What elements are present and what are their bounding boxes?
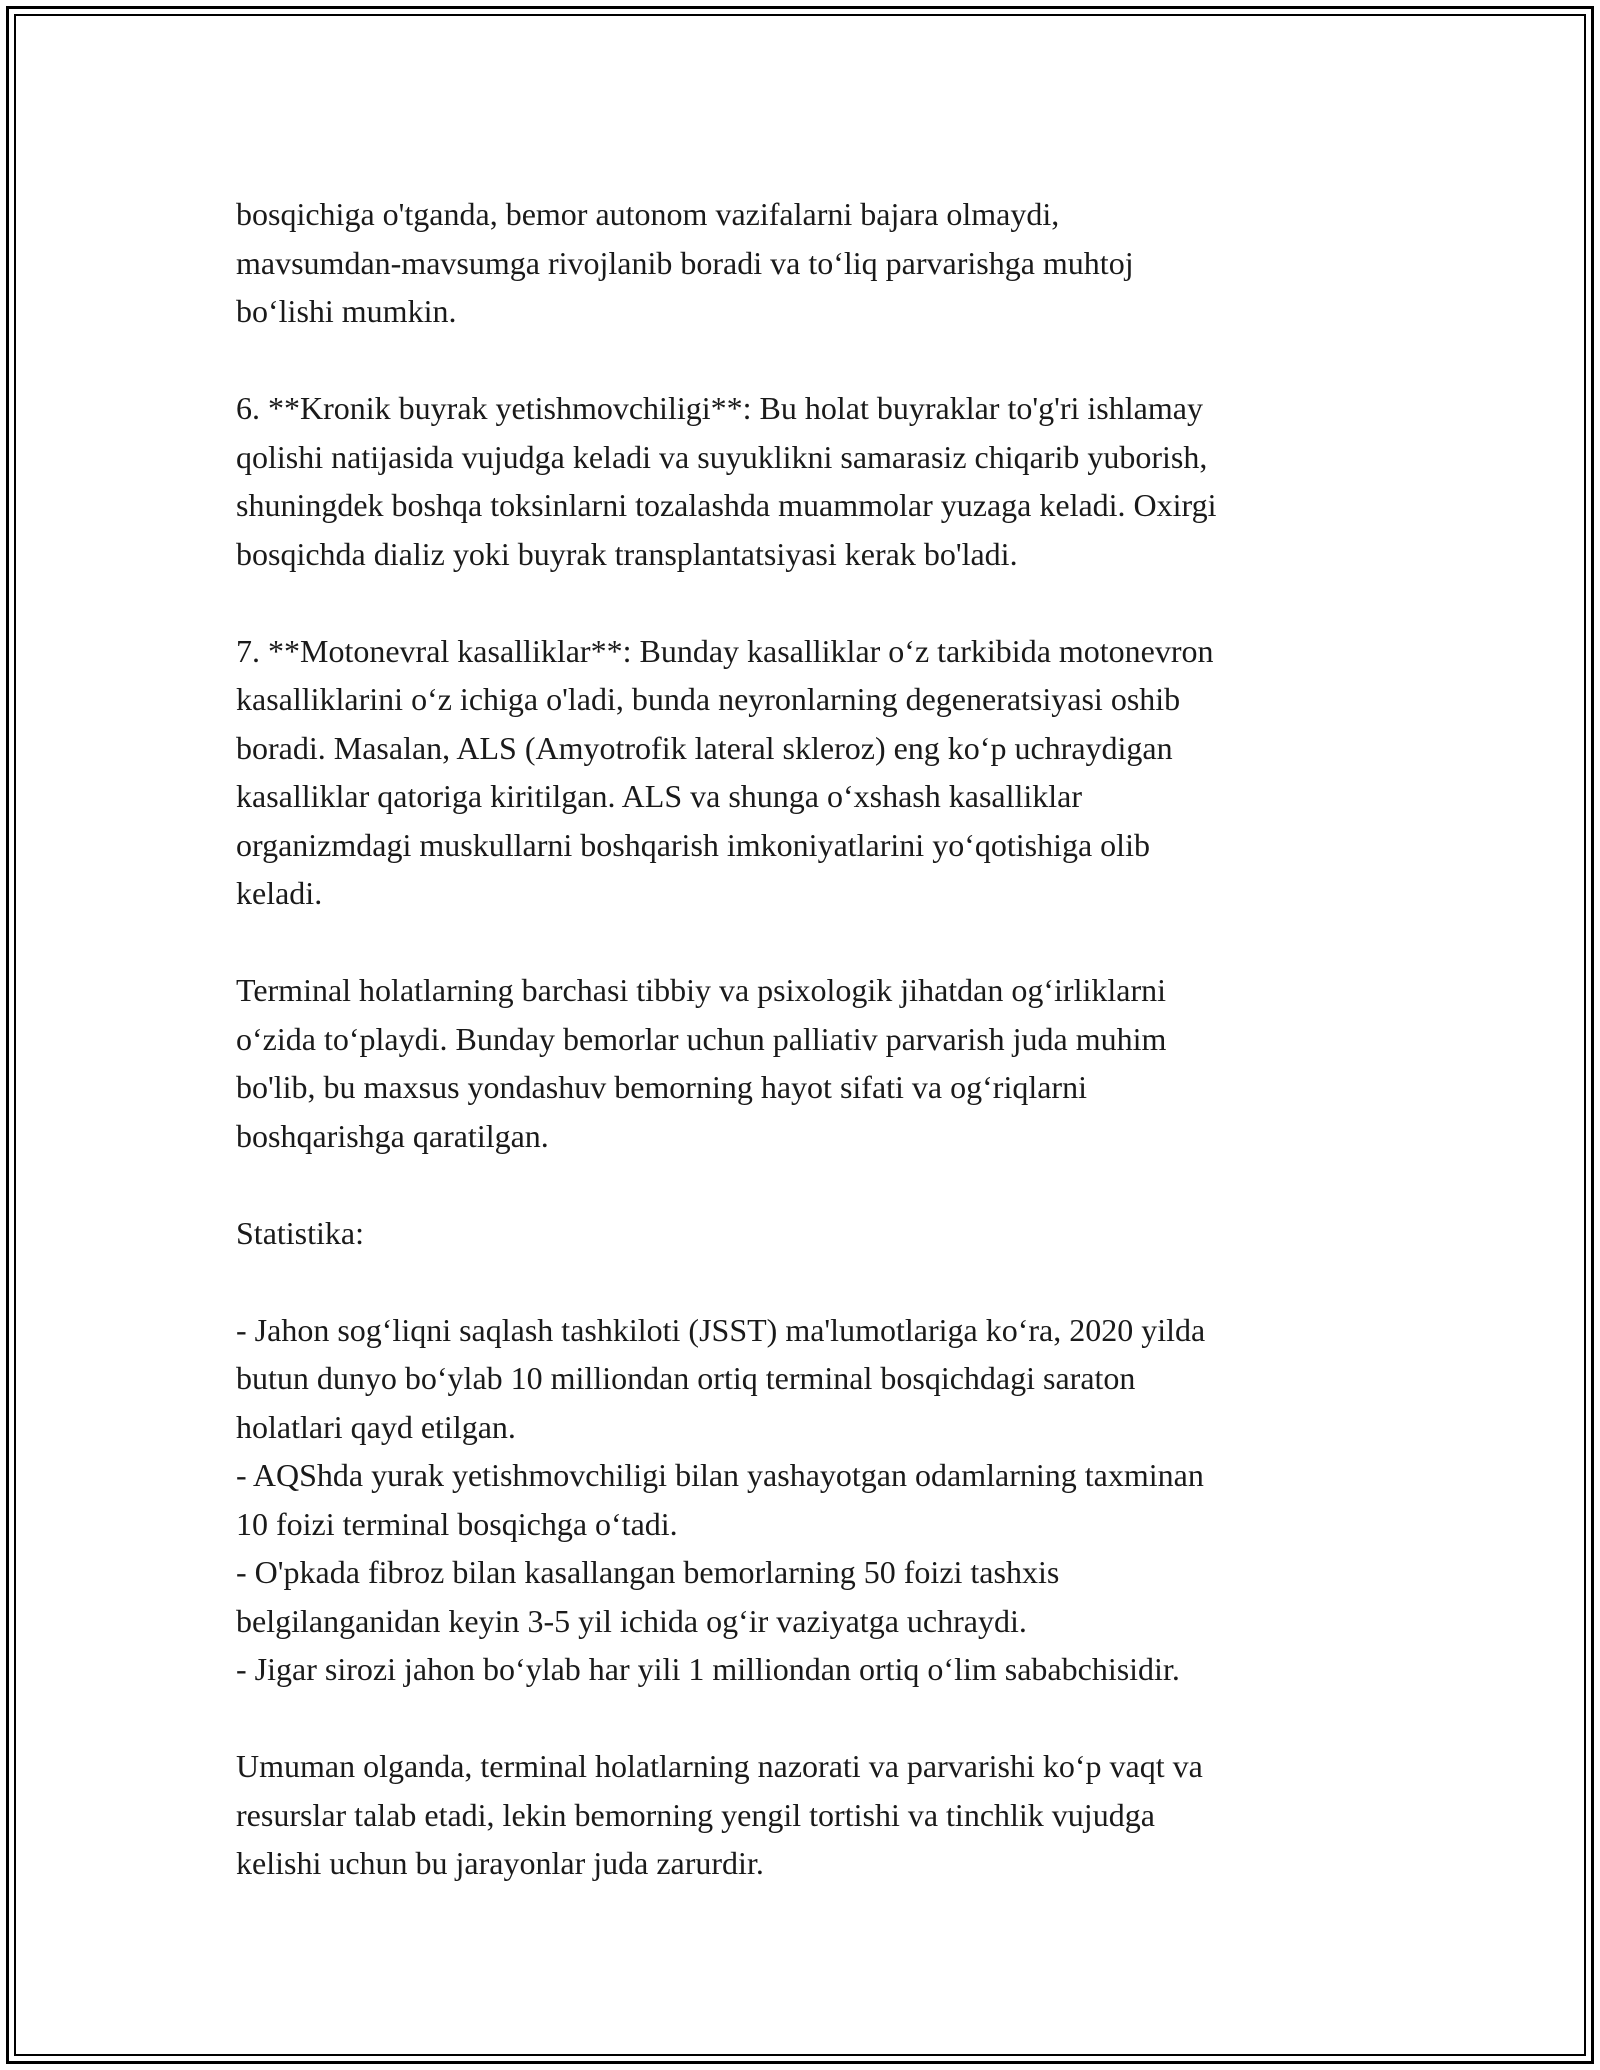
statistics-heading bbox=[236, 1209, 1416, 1258]
text-line: bo'lib, bu maxsus yondashuv bemorning hayot sifati va og‘riqlarni bbox=[236, 1069, 1087, 1105]
text-line: kasalliklarini o‘z ichiga o'ladi, bunda neyronlarning degeneratsiyasi oshib bbox=[236, 681, 1181, 717]
text-line: bosqichda dializ yoki buyrak transplantatsiyasi kerak bo'ladi. bbox=[236, 535, 1018, 572]
list-item-line: - Jahon sog‘liqni saqlash tashkiloti (JSST) ma'lumotlariga ko‘ra, 2020 yilda bbox=[236, 1311, 1206, 1348]
text-line: kasalliklar qatoriga kiritilgan. ALS va shunga o‘xshash kasalliklar bbox=[236, 778, 1083, 814]
text-line: 7. **Motonevral kasalliklar**: Bunday kasalliklar o‘z tarkibida motonevron bbox=[236, 632, 1214, 669]
text-line: boshqarishga qaratilgan. bbox=[236, 1117, 549, 1154]
text-line: shuningdek boshqa toksinlarni tozalashda muammolar yuzaga keladi. Oxirgi bbox=[236, 487, 1217, 523]
text-line: keladi. bbox=[236, 875, 323, 911]
list-item-line: belgilanganidan keyin 3-5 yil ichida og‘ir vaziyatga uchraydi. bbox=[236, 1602, 1027, 1639]
list-item-line: - O'pkada fibroz bilan kasallangan bemorlarning 50 foizi tashxis bbox=[236, 1554, 1060, 1590]
text-line: qolishi natijasida vujudga keladi va suyuklikni samarasiz chiqarib yuborish, bbox=[236, 438, 1208, 475]
list-item-line: - AQShda yurak yetishmovchiligi bilan yashayotgan odamlarning taxminan bbox=[236, 1457, 1204, 1493]
text-line: Statistika: bbox=[236, 1214, 364, 1251]
paragraph-terminal-summary bbox=[236, 966, 1416, 1160]
paragraph-continuation bbox=[236, 190, 1416, 336]
list-item-line: holatlari qayd etilgan. bbox=[236, 1408, 516, 1445]
paragraph-item-6 bbox=[236, 384, 1416, 578]
text-line: mavsumdan-mavsumga rivojlanib boradi va to‘liq parvarishga muhtoj bbox=[236, 244, 1134, 281]
text-line: bo‘lishi mumkin. bbox=[236, 293, 457, 329]
text-line: organizmdagi muskullarni boshqarish imkoniyatlarini yo‘qotishiga olib bbox=[236, 826, 1150, 863]
list-item-line: butun dunyo bo‘ylab 10 milliondan ortiq terminal bosqichdagi saraton bbox=[236, 1360, 1136, 1396]
text-line: resurslar talab etadi, lekin bemorning yengil tortishi va tinchlik vujudga bbox=[236, 1796, 1155, 1833]
text-line: 6. **Kronik buyrak yetishmovchiligi**: Bu holat buyraklar to'g'ri ishlamay bbox=[236, 390, 1203, 426]
document-body bbox=[236, 190, 1416, 1888]
list-item-line: 10 foizi terminal bosqichga o‘tadi. bbox=[236, 1505, 678, 1542]
text-line: Terminal holatlarning barchasi tibbiy va psixologik jihatdan og‘irliklarni bbox=[236, 972, 1166, 1008]
statistics-list bbox=[236, 1306, 1416, 1694]
paragraph-item-7 bbox=[236, 627, 1416, 918]
text-line: Umuman olganda, terminal holatlarning nazorati va parvarishi ko‘p vaqt va bbox=[236, 1748, 1203, 1784]
paragraph-conclusion bbox=[236, 1742, 1416, 1888]
text-line: boradi. Masalan, ALS (Amyotrofik lateral skleroz) eng ko‘p uchraydigan bbox=[236, 729, 1173, 766]
text-line: o‘zida to‘playdi. Bunday bemorlar uchun palliativ parvarish juda muhim bbox=[236, 1020, 1167, 1057]
list-item-line: - Jigar sirozi jahon bo‘ylab har yili 1 milliondan ortiq o‘lim sababchisidir. bbox=[236, 1651, 1180, 1687]
text-line: kelishi uchun bu jarayonlar juda zarurdir. bbox=[236, 1845, 764, 1881]
text-line: bosqichiga o'tganda, bemor autonom vazifalarni bajara olmaydi, bbox=[236, 196, 1060, 232]
